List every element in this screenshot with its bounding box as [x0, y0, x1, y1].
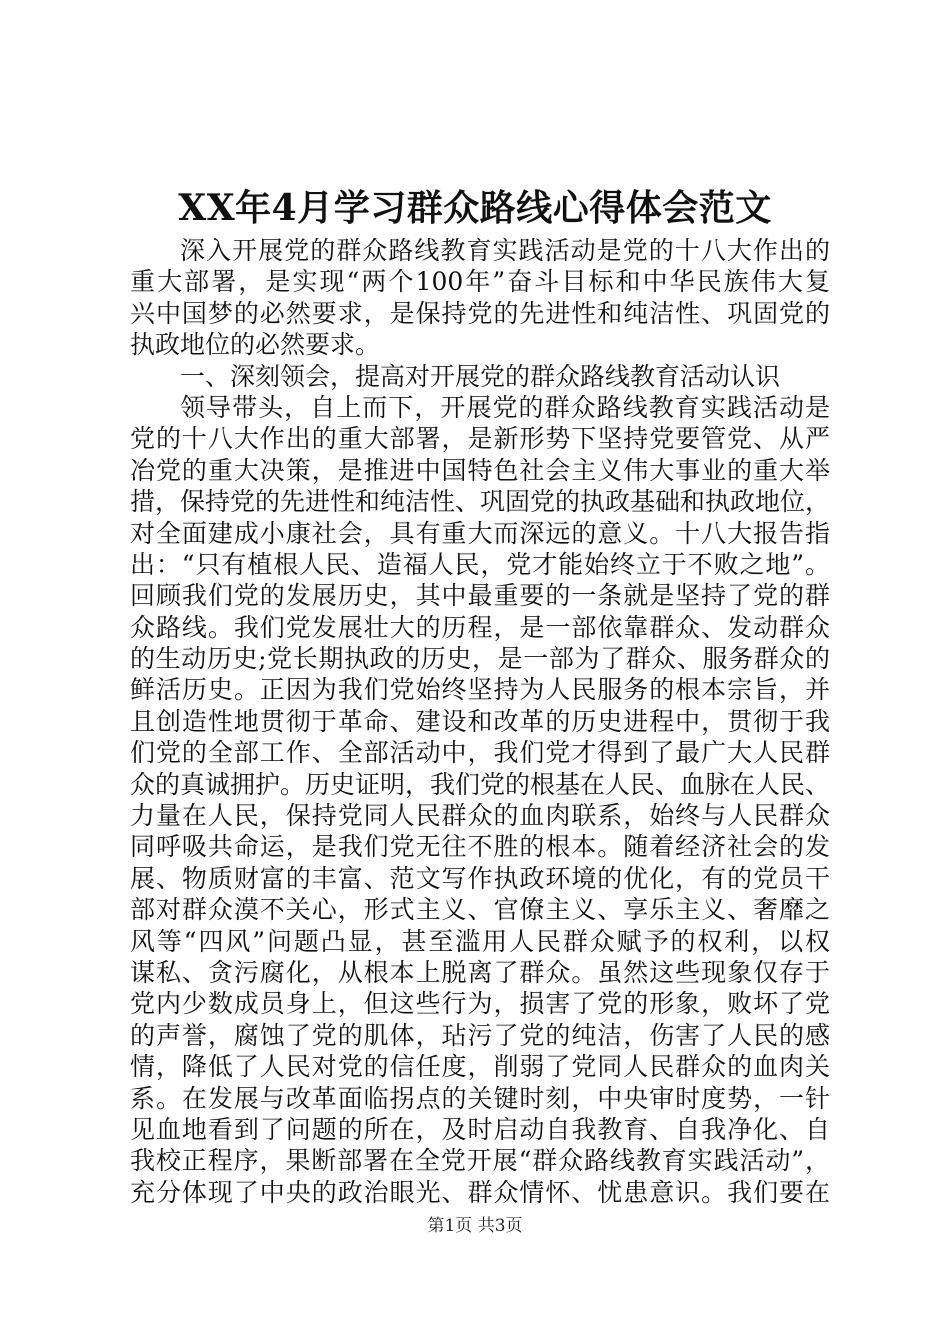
document-body [130, 235, 830, 1208]
body-line: 重大部署，是实现“两个100年”奋斗目标和中华民族伟大复 [130, 267, 830, 297]
body-line: 们党的全部工作、全部活动中，我们党才得到了最广大人民群 [130, 738, 830, 768]
body-line: 情，降低了人民对党的信任度，削弱了党同人民群众的血肉关 [130, 1052, 830, 1082]
body-line: 鲜活历史。正因为我们党始终坚持为人民服务的根本宗旨，并 [130, 675, 830, 705]
body-line: 回顾我们党的发展历史，其中最重要的一条就是坚持了党的群 [130, 581, 830, 611]
body-line: 对全面建成小康社会，具有重大而深远的意义。十八大报告指 [130, 518, 830, 548]
body-line: 一、深刻领会，提高对开展党的群众路线教育活动认识 [180, 361, 781, 391]
body-line: 且创造性地贯彻于革命、建设和改革的历史进程中，贯彻于我 [130, 706, 830, 736]
page-footer: 第1页 共3页 [427, 1216, 523, 1236]
body-line: 的声誉，腐蚀了党的肌体，玷污了党的纯洁，伤害了人民的感 [130, 1020, 830, 1050]
body-line: 部对群众漠不关心，形式主义、官僚主义、享乐主义、奢靡之 [130, 895, 830, 925]
body-line: 力量在人民，保持党同人民群众的血肉联系，始终与人民群众 [130, 801, 830, 831]
body-line: 领导带头，自上而下，开展党的群众路线教育实践活动是 [180, 392, 830, 422]
body-line: 的生动历史;党长期执政的历史，是一部为了群众、服务群众的 [130, 644, 830, 674]
body-line: 见血地看到了问题的所在，及时启动自我教育、自我净化、自 [130, 1114, 830, 1144]
body-line: 党内少数成员身上，但这些行为，损害了党的形象，败坏了党 [130, 989, 830, 1019]
body-line: 风等“四风”问题凸显，甚至滥用人民群众赋予的权利，以权 [130, 926, 830, 956]
body-line: 展、物质财富的丰富、范文写作执政环境的优化，有的党员干 [130, 863, 830, 893]
body-line: 党的十八大作出的重大部署，是新形势下坚持党要管党、从严 [130, 424, 830, 454]
document-title: XX年4月学习群众路线心得体会范文 [178, 187, 772, 229]
body-line: 充分体现了中央的政治眼光、群众情怀、忧患意识。我们要在 [130, 1177, 830, 1207]
body-line: 出：“只有植根人民、造福人民，党才能始终立于不败之地”。 [130, 549, 830, 579]
body-line: 执政地位的必然要求。 [130, 330, 381, 360]
body-line: 谋私、贪污腐化，从根本上脱离了群众。虽然这些现象仅存于 [130, 957, 830, 987]
body-line: 冶党的重大决策，是推进中国特色社会主义伟大事业的重大举 [130, 455, 830, 485]
body-line: 我校正程序，果断部署在全党开展“群众路线教育实践活动”， [130, 1146, 830, 1176]
body-line: 措，保持党的先进性和纯洁性、巩固党的执政基础和执政地位， [130, 487, 831, 517]
body-line: 众的真诚拥护。历史证明，我们党的根基在人民、血脉在人民、 [130, 769, 831, 799]
body-line: 兴中国梦的必然要求，是保持党的先进性和纯洁性、巩固党的 [130, 298, 830, 328]
body-line: 深入开展党的群众路线教育实践活动是党的十八大作出的 [180, 236, 830, 265]
body-line: 系。在发展与改革面临拐点的关键时刻，中央审时度势，一针 [130, 1083, 830, 1113]
body-line: 同呼吸共命运，是我们党无往不胜的根本。随着经济社会的发 [130, 832, 830, 862]
body-line: 众路线。我们党发展壮大的历程，是一部依靠群众、发动群众 [130, 612, 830, 642]
